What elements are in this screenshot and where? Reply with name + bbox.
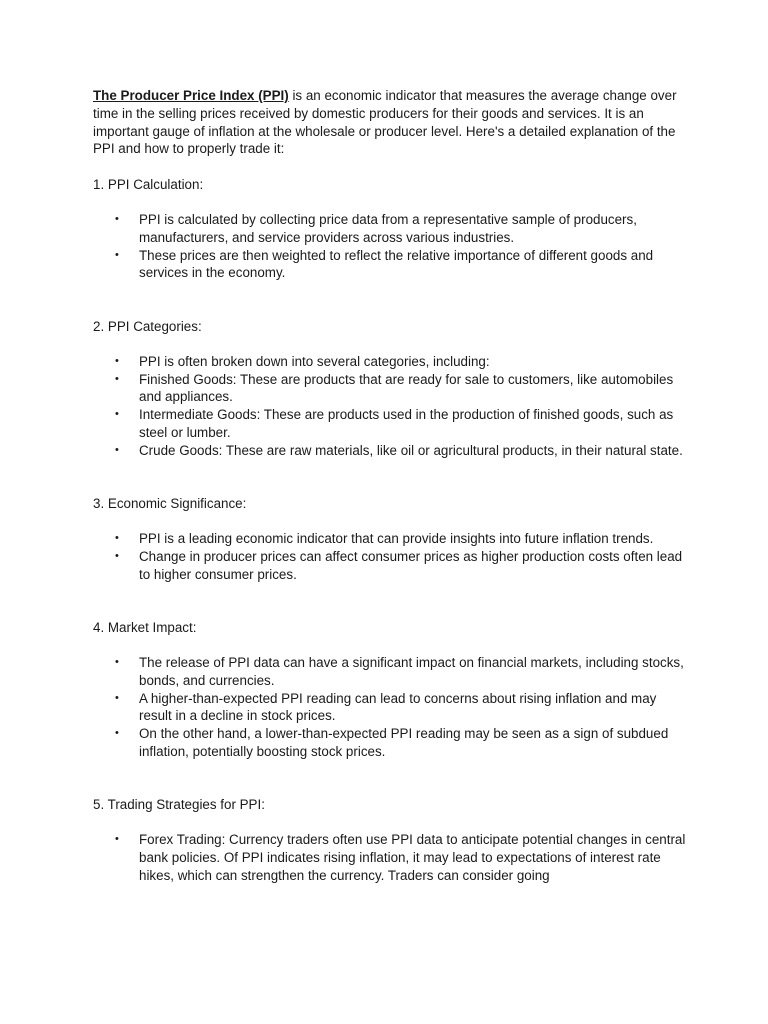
intro-paragraph (93, 87, 688, 158)
section-2 (93, 318, 688, 495)
list-item-text: The release of PPI data can have a significant impact on financial markets, including stocks, bonds, and currencies. (139, 655, 684, 688)
bullet-list (93, 211, 688, 282)
list-item-text: PPI is often broken down into several categories, including: (139, 353, 490, 369)
section-heading: 4. Market Impact: (93, 620, 197, 636)
bullet-icon: • (115, 833, 119, 846)
bullet-list (93, 530, 688, 583)
list-item-text: PPI is a leading economic indicator that can provide insights into future inflation trends. (139, 531, 654, 547)
list-item (93, 371, 688, 407)
bullet-icon: • (115, 408, 119, 421)
list-item-text: These prices are then weighted to reflect the relative importance of different goods and services in the economy. (139, 247, 654, 281)
intro-text: is an economic indicator that measures the average change over time in the selling prices received by domestic producers for their goods and services. It is an important gauge of inflation at the wholesale or producer level. Here's a detailed explanation of the PPI and how to properly trade it: (93, 88, 677, 157)
list-item-text: Finished Goods: These are products that are ready for sale to customers, like automobiles and appliances. (139, 371, 674, 405)
list-item (93, 406, 688, 442)
bullet-icon: • (115, 532, 119, 545)
intro-title: The Producer Price Index (PPI) (93, 88, 289, 103)
bullet-icon: • (115, 212, 119, 225)
list-item-text: On the other hand, a lower-than-expected PPI reading may be seen as a sign of subdued inflation, potentially boosting stock prices. (139, 726, 669, 760)
list-item-text: A higher-than-expected PPI reading can lead to concerns about rising inflation and may result in a decline in stock prices. (139, 690, 657, 724)
list-item-text: Crude Goods: These are raw materials, like oil or agricultural products, in their natural state. (139, 442, 683, 458)
list-item (93, 247, 688, 283)
bullet-icon: • (115, 691, 119, 704)
bullet-icon: • (115, 727, 119, 740)
section-heading: 5. Trading Strategies for PPI: (93, 797, 265, 813)
bullet-list (93, 353, 688, 460)
section-heading: 1. PPI Calculation: (93, 176, 204, 192)
list-item (93, 725, 688, 761)
list-item-text: Forex Trading: Currency traders often use PPI data to anticipate potential changes in central bank policies. Of PPI indicates rising inflation, it may lead to expectations of interest rate hikes, which can strengthen the currency. Traders can consider going (139, 832, 686, 884)
bullet-icon: • (115, 443, 119, 456)
list-item (93, 211, 688, 247)
list-item (93, 831, 688, 884)
list-item (93, 442, 688, 460)
list-item (93, 530, 688, 548)
list-item (93, 548, 688, 584)
list-item-text: PPI is calculated by collecting price data from a representative sample of producers, manufacturers, and service providers across various industries. (139, 211, 637, 245)
list-item (93, 690, 688, 726)
bullet-icon: • (115, 656, 119, 669)
list-item (93, 654, 688, 690)
list-item-text: Change in producer prices can affect consumer prices as higher production costs often lead to higher consumer prices. (139, 548, 683, 582)
section-5 (93, 796, 688, 884)
list-item (93, 353, 688, 371)
section-1 (93, 176, 688, 318)
bullet-list (93, 831, 688, 884)
bullet-icon: • (115, 248, 119, 261)
list-item-text: Intermediate Goods: These are products used in the production of finished goods, such as steel or lumber. (139, 407, 674, 440)
bullet-icon: • (115, 372, 119, 385)
section-3 (93, 495, 688, 619)
section-heading: 2. PPI Categories: (93, 318, 202, 334)
bullet-icon: • (115, 549, 119, 562)
bullet-list (93, 654, 688, 761)
section-heading: 3. Economic Significance: (93, 496, 247, 512)
bullet-icon: • (115, 354, 119, 367)
section-4 (93, 619, 688, 796)
